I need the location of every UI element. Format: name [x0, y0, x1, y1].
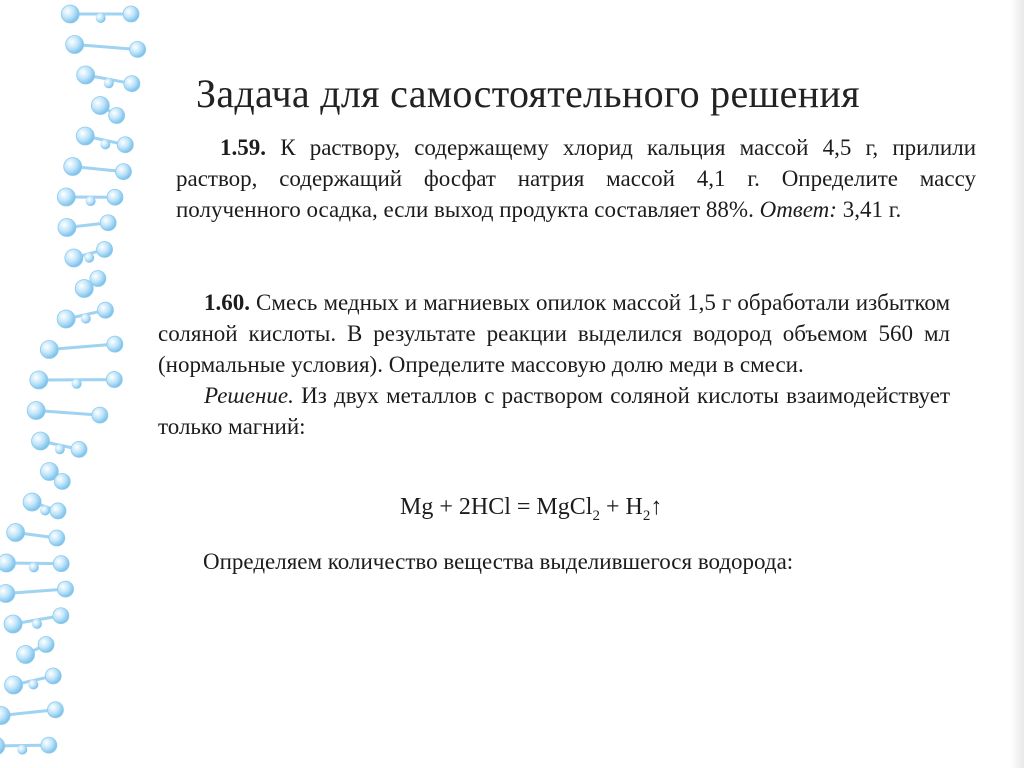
next-step-text: Определяем количество вещества выделившегося водорода:	[203, 549, 794, 574]
dna-node	[0, 707, 10, 725]
dna-rung	[36, 411, 100, 416]
dna-node	[104, 78, 114, 88]
dna-node	[40, 505, 50, 515]
problem-1-59	[176, 132, 976, 225]
dna-node	[47, 702, 63, 718]
dna-node	[65, 249, 83, 267]
dna-node	[77, 66, 95, 84]
dna-node	[84, 253, 94, 263]
dna-node	[61, 5, 79, 23]
solution-label: Решение.	[204, 383, 294, 408]
dna-node	[71, 441, 87, 457]
problem-number: 1.59.	[220, 135, 266, 160]
dna-node	[66, 36, 84, 54]
dna-node	[96, 13, 106, 23]
dna-node	[50, 503, 66, 519]
dna-node	[4, 615, 22, 633]
dna-node	[17, 646, 35, 664]
dna-rung	[49, 344, 115, 349]
dna-node	[40, 341, 58, 359]
dna-node	[92, 407, 108, 423]
dna-node	[97, 241, 113, 257]
dna-node	[58, 219, 76, 237]
dna-node	[107, 336, 123, 352]
dna-node	[49, 530, 65, 546]
dna-node	[23, 493, 41, 511]
slide-right-edge	[1010, 0, 1024, 768]
dna-node	[7, 524, 25, 542]
dna-node	[76, 127, 94, 145]
dna-node	[123, 6, 139, 22]
dna-node	[117, 137, 133, 153]
dna-node	[41, 737, 57, 753]
dna-node	[81, 314, 91, 324]
dna-node	[0, 585, 15, 603]
dna-node	[64, 158, 82, 176]
dna-node	[57, 188, 75, 206]
dna-helix-icon	[0, 0, 170, 768]
dna-node	[38, 637, 54, 653]
dna-node	[91, 97, 109, 115]
dna-node	[72, 379, 82, 389]
dna-node	[0, 554, 15, 572]
dna-node	[54, 473, 70, 489]
dna-node	[58, 581, 74, 597]
dna-node	[100, 139, 110, 149]
dna-node	[29, 562, 39, 572]
slide-title: Задача для самостоятельного решения	[196, 71, 860, 116]
problem-1-60	[158, 287, 950, 442]
dna-node	[30, 371, 48, 389]
dna-node	[86, 196, 96, 206]
dna-node	[5, 676, 23, 694]
problem-text: К раствору, содержащему хлорид кальция массой 4,5 г, прилили раствор, содержащий фосфат натрия массой 4,1 г. Определите массу полученного осадка, если выход продукта составляет 88%.	[176, 135, 977, 222]
problem-text: Смесь медных и магниевых опилок массой 1,5 г обработали избытком соляной кислоты. В результате реакции выделился водород объемом 560 мл (нормальные условия). Определите массовую долю меди в смеси.	[158, 290, 951, 377]
dna-node	[57, 310, 75, 328]
solution-text: Из двух металлов с раствором соляной кислоты взаимодействует только магний:	[158, 383, 951, 439]
dna-node	[109, 107, 125, 123]
dna-node	[32, 619, 42, 629]
dna-node	[17, 745, 27, 755]
problem-number: 1.60.	[204, 290, 250, 315]
dna-node	[0, 737, 5, 755]
dna-node	[55, 444, 65, 454]
dna-node	[124, 76, 140, 92]
dna-node	[130, 41, 146, 57]
dna-node	[107, 189, 123, 205]
answer-value: 3,41 г.	[842, 197, 902, 222]
dna-node	[97, 302, 113, 318]
reaction-equation: Mg + 2HCl = MgCl$_2$ + $H_2↑$	[400, 494, 663, 524]
dna-node	[45, 668, 61, 684]
dna-node	[90, 271, 106, 287]
dna-node	[28, 679, 38, 689]
dna-node	[53, 608, 69, 624]
dna-node	[53, 556, 69, 572]
dna-node	[100, 215, 116, 231]
dna-node	[106, 372, 122, 388]
dna-node	[27, 402, 45, 420]
dna-node	[32, 432, 50, 450]
answer-label: Ответ:	[759, 197, 837, 222]
dna-node	[115, 164, 131, 180]
dna-rung	[75, 45, 138, 50]
